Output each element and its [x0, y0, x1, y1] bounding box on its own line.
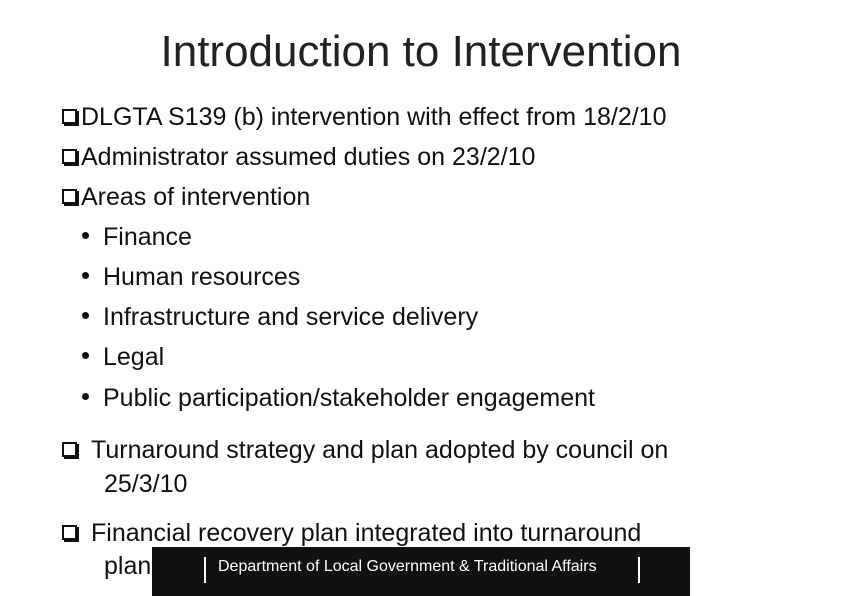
bullet-item — [62, 435, 668, 465]
sub-item — [82, 302, 478, 332]
sub-item — [82, 342, 164, 372]
footer-department-name: Department of Local Government & Traditional Affairs — [218, 558, 597, 575]
footer-banner — [152, 547, 690, 596]
footer-divider-right — [638, 557, 640, 583]
box-bullet-icon — [62, 442, 77, 457]
box-bullet-icon — [62, 149, 77, 164]
sub-item — [82, 262, 300, 292]
bullet-continuation: 25/3/10 — [104, 470, 188, 498]
dot-bullet-icon — [82, 232, 89, 239]
bullet-text: Turnaround strategy and plan adopted by council on — [91, 436, 669, 464]
bullet-text: Areas of intervention — [81, 183, 311, 211]
sub-item — [82, 222, 192, 252]
sub-item-text: Human resources — [103, 263, 301, 291]
dot-bullet-icon — [82, 272, 89, 279]
footer-divider-left — [204, 557, 206, 583]
box-bullet-icon — [62, 189, 77, 204]
box-bullet-icon — [62, 109, 77, 124]
sub-item-text: Legal — [103, 343, 165, 371]
dot-bullet-icon — [82, 393, 89, 400]
sub-item-text: Finance — [103, 223, 192, 251]
slide-title: Introduction to Intervention — [160, 27, 682, 76]
bullet-continuation: plan — [104, 552, 152, 580]
dot-bullet-icon — [82, 352, 89, 359]
bullet-text: DLGTA S139 (b) intervention with effect from 18/2/10 — [81, 103, 667, 131]
sub-item-text: Infrastructure and service delivery — [103, 303, 479, 331]
sub-item — [82, 383, 595, 413]
sub-item-text: Public participation/stakeholder engagement — [103, 384, 595, 412]
bullet-item — [62, 518, 641, 548]
box-bullet-icon — [62, 525, 77, 540]
bullet-text: Financial recovery plan integrated into turnaround — [91, 519, 642, 547]
bullet-item — [62, 142, 535, 172]
dot-bullet-icon — [82, 312, 89, 319]
bullet-item — [62, 182, 310, 212]
bullet-item — [62, 102, 667, 132]
bullet-text: Administrator assumed duties on 23/2/10 — [81, 143, 536, 171]
